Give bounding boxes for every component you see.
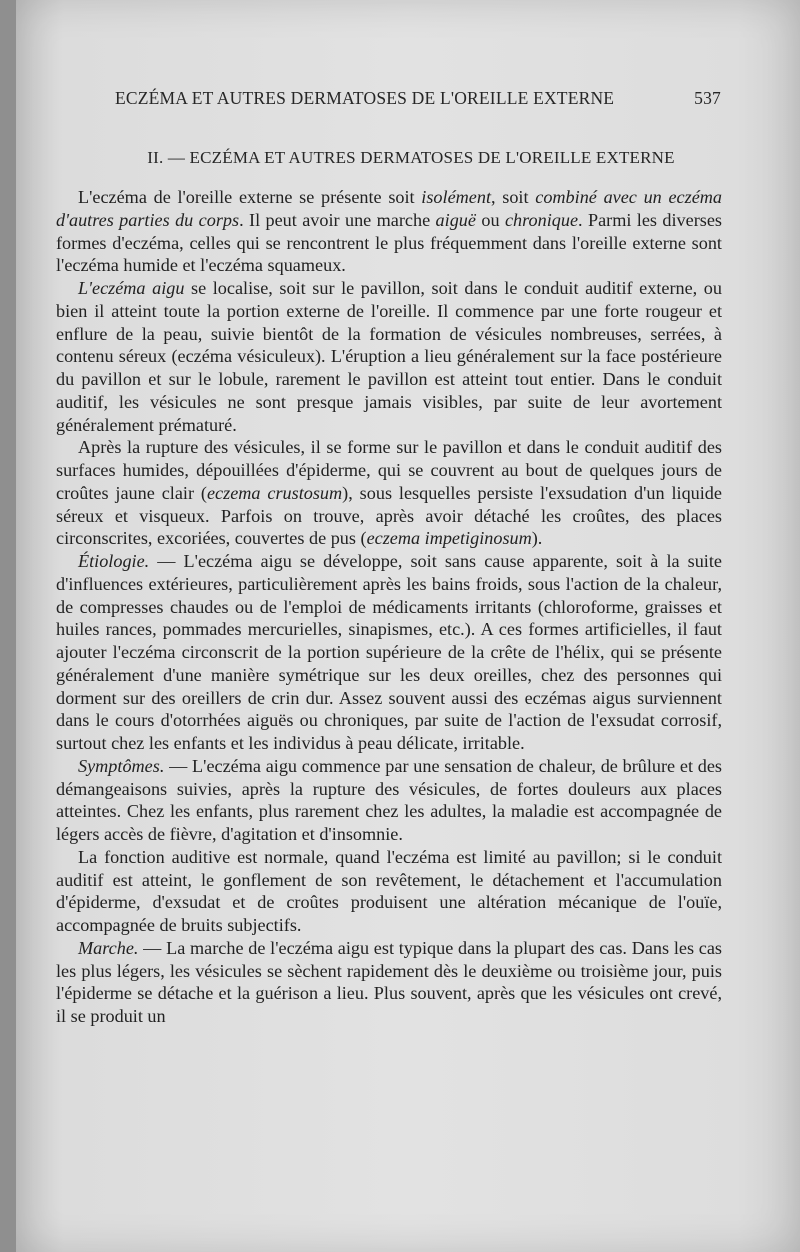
paragraph-symptomes: Symptômes. — L'eczéma aigu commence par une sensation de chaleur, de brûlure et des démangeaisons suivies, après la rupture des vésicules, de fortes douleurs aux places atteintes. Chez les enfants, plus rarement chez les adultes, la maladie est accompagnée de légers accès de fièvre, d'agitation et d'insomnie. xyxy=(56,755,722,844)
paragraph-fonction-auditive: La fonction auditive est normale, quand l'eczéma est limité au pavillon; si le conduit auditif est atteint, le gonflement de son revêtement, le détachement et l'accumulation d'épiderme, d'exsudat et de croûtes produisent une altération mécanique de l'ouïe, accompagnée de bruits subjectifs. xyxy=(56,846,722,935)
running-title: ECZÉMA ET AUTRES DERMATOSES DE L'OREILLE EXTERNE xyxy=(115,88,615,108)
paragraph-etiologie: Étiologie. — L'eczéma aigu se développe, soit sans cause apparente, soit à la suite d'influences extérieures, particulièrement après les bains froids, sous l'action de la chaleur, de compresses chaudes ou de l'emploi de médicaments irritants (chloroforme, graisses et huiles rances, pommades mercurielles, sinapismes, etc.). A ces formes artificielles, il faut ajouter l'eczéma circonscrit de la portion supérieure de la crête de l'hélix, qui se présente généralement d'une manière symétrique sur les deux oreilles, chez des personnes qui dorment sur des oreillers de crin dur. Assez souvent aussi des eczémas aigus surviennent dans le cours d'otorrhées aiguës ou chroniques, par suite de l'action de l'exsudat corrosif, surtout chez les enfants et les individus à peau délicate, irritable. xyxy=(56,551,722,753)
paragraph-marche: Marche. — La marche de l'eczéma aigu est typique dans la plupart des cas. Dans les cas les plus légers, les vésicules se sèchent rapidement dès le deuxième ou troisième jour, puis l'épiderme se détache et la guérison a lieu. Plus souvent, après que les vésicules ont crevé, il se produit un xyxy=(56,937,722,1026)
paragraph-rupture: Après la rupture des vésicules, il se forme sur le pavillon et dans le conduit auditif des surfaces humides, dépouillées d'épiderme, qui se couvrent au bout de quelques jours de croûtes jaune clair (eczema crustosum), sous lesquelles persiste l'exsudation d'un liquide séreux et visqueux. Parfois on trouve, après avoir détaché les croûtes, des places circonscrites, excoriées, couvertes de pus (eczema impetiginosum). xyxy=(56,437,722,549)
running-head xyxy=(115,88,721,109)
book-page xyxy=(16,0,800,1252)
page-number: 537 xyxy=(694,88,721,108)
paragraph-intro: L'eczéma de l'oreille externe se présente soit isolément, soit combiné avec un eczéma d'autres parties du corps. Il peut avoir une marche aiguë ou chronique. Parmi les diverses formes d'eczéma, celles qui se rencontrent le plus fréquemment dans l'oreille externe sont l'eczéma humide et l'eczéma squameux. xyxy=(56,187,722,276)
section-title: II. — ECZÉMA ET AUTRES DERMATOSES DE L'OREILLE EXTERNE xyxy=(147,148,675,167)
paragraph-eczema-aigu: L'eczéma aigu se localise, soit sur le pavillon, soit dans le conduit auditif externe, ou bien il atteint toute la portion externe de l'oreille. Il commence par une forte rougeur et enflure de la peau, suivie bientôt de la formation de vésicules nombreuses, serrées, à contenu séreux (eczéma vésiculeux). L'éruption a lieu généralement sur la face postérieure du pavillon et sur le lobule, rarement le pavillon est atteint tout entier. Dans le conduit auditif, les vésicules ne sont presque jamais visibles, par suite de leur avortement généralement prématuré. xyxy=(56,278,722,435)
body-text xyxy=(56,186,722,1028)
